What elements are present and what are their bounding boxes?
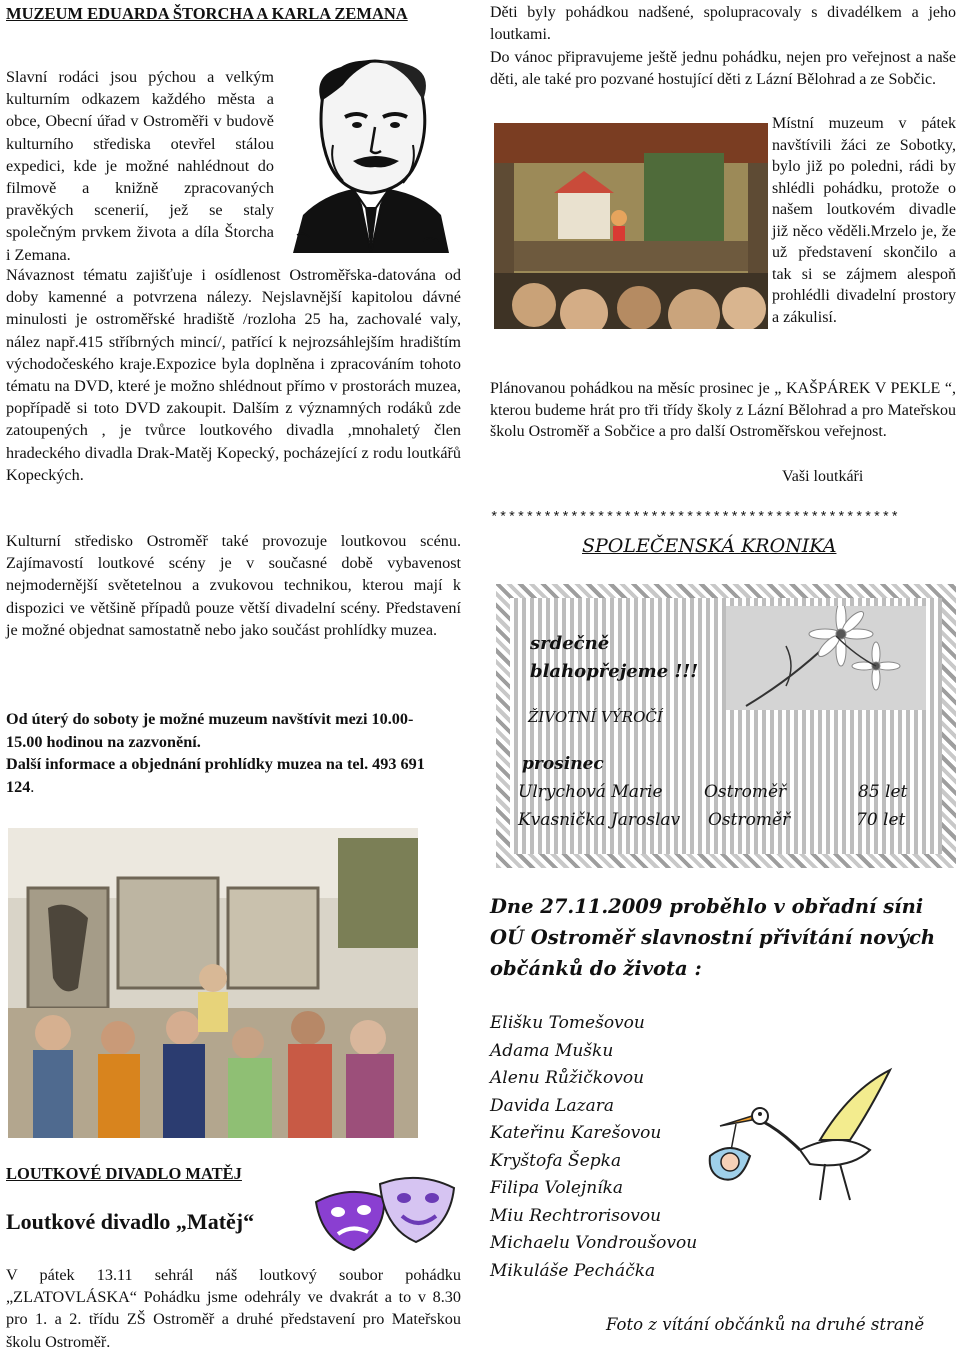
baby-name: Alenu Růžičkovou: [490, 1068, 645, 1088]
baby-name: Elišku Tomešovou: [490, 1013, 645, 1033]
jubilee-place: Ostroměř: [708, 810, 791, 830]
more-info-text: Další informace a objednání prohlídky muzea na tel. 493 691 124: [6, 755, 425, 796]
puppeteers-signature: Vaši loutkáři: [782, 468, 864, 485]
baby-name: Adama Mušku: [490, 1040, 614, 1061]
jubilee-name: Kvasnička Jaroslav: [518, 810, 681, 830]
photo-float-spacer: [490, 113, 772, 359]
welcome-text: Dne 27.11.2009 proběhlo v obřadní síni OÚ Ostroměř slavnostní přivítání nových občánků do života :: [490, 895, 935, 980]
portrait-sketch: [283, 55, 453, 253]
museum-visitors-image: [8, 828, 418, 1138]
baby-name: Michaelu Vondroušovou: [490, 1233, 698, 1253]
baby-name: Mikuláše Pecháčka: [490, 1260, 656, 1281]
opening-hours: Od úterý do soboty je možné muzeum navštívit mezi 10.00-15.00 hodinou na zazvonění.: [6, 710, 414, 751]
baby-name: Filipa Volejníka: [490, 1178, 624, 1198]
stork-illustration: [700, 1060, 900, 1210]
jubilee-age: 85 let: [858, 782, 908, 802]
portrait-drawing: [283, 55, 453, 253]
museum-visitors-photo: [8, 828, 418, 1138]
congrats-line-1: srdečně: [530, 633, 610, 654]
baby-name: Kryštofa Šepka: [490, 1150, 622, 1171]
more-info-tail: .: [30, 777, 35, 796]
museum-visit-text: [490, 113, 956, 359]
puppet-heading: LOUTKOVÉ DIVADLO MATĚJ: [6, 1164, 242, 1183]
flower-illustration: [726, 606, 926, 710]
photo-note: Foto z vítání občánků na druhé straně: [606, 1315, 925, 1334]
congrats-text: [530, 630, 698, 686]
chronicle-title: SPOLEČENSKÁ KRONIKA: [582, 535, 837, 557]
masks-drawing: [310, 1168, 460, 1256]
puppet-text: V pátek 13.11 sehrál náš loutkový soubor pohádku „ZLATOVLÁSKA“ Pohádku jsme odehrály ve dvakrát a to v 8.30 pro 1. a 2. třídu ZŠ Ostroměř a druhé představení pro Mateřskou školu Ostroměř.: [6, 1266, 461, 1351]
opening-info: [6, 708, 446, 798]
museum-body-2: Kulturní středisko Ostroměř také provozuje loutkovou scénu. Zajímavostí loutkové scény je v současné době vybavenost nejmodernější světetelnou a zvukovou technikou, kterou mají k dispozici ve většině případů pouze větší divadelní scény. Představení je možné objednat samostatně nebo jako součást prohlídky muzea.: [6, 532, 461, 639]
jubilee-name: Ulrychová Marie: [518, 782, 663, 802]
jubilee-row: [518, 778, 918, 806]
museum-intro: Slavní rodáci jsou pýchou a velkým kulturním odkazem každého města a obce, Obecní úřad v Ostroměři v budově kulturního střediska otevřel stálou expedici, kde je možné nahlédnout do filmově a knižně zpracovaných pravěkých scenerií, jež se staly společným prvkem života a díla Štorcha i Zemana.: [6, 68, 274, 264]
baby-name: Miu Rechtrorisovou: [490, 1205, 662, 1226]
baby-name: Davida Lazara: [490, 1095, 615, 1116]
flower-drawing: [726, 606, 926, 710]
museum-visit-content: Místní muzeum v pátek navštívili žáci ze Sobotky, bylo již po poledni, rádi by shlédli pohádku, protože o našem loutkovém divadle již něco věděli.Mrzelo je, že už představení skončilo a tak si se zájmem alespoň prohlédli divadelní prostory a zákulisí.: [772, 115, 956, 326]
baby-name: Kateřinu Karešovou: [490, 1123, 662, 1143]
stars-divider: **********************************************: [490, 510, 900, 526]
jubilee-row: [518, 806, 918, 834]
congrats-line-2: blahopřejeme !!!: [530, 661, 699, 682]
puppet-continued-2: Do vánoc připravujeme ještě jednu pohádku, nejen pro veřejnost a naše děti, ale také pro pozvané hostující děti z Lázní Bělohrad a ze Sobčic.: [490, 49, 956, 88]
more-info: [6, 753, 446, 798]
jubilee-place: Ostroměř: [704, 782, 787, 802]
museum-title: [6, 2, 461, 26]
jubilee-list: [518, 778, 918, 834]
puppet-subheading: Loutkové divadlo „Matěj“: [6, 1209, 255, 1234]
anniversary-title: ŽIVOTNÍ VÝROČÍ: [528, 708, 663, 726]
month-label: prosinec: [522, 754, 604, 774]
puppet-continued-1: Děti byly pohádkou nadšené, spolupracovaly s divadélkem a jeho loutkami.: [490, 4, 956, 43]
stork-drawing: [700, 1060, 900, 1210]
jubilee-age: 70 let: [856, 810, 906, 830]
museum-body: Návaznost tématu zajišťuje i osídlenost Ostroměřska-datována od doby kamenné a potvrzena nálezy. Nejslavnější kapitolou dávné minulosti je ostroměřské hradiště /rozloha 25 ha, zachovalé valy, nález např.415 stříbrných mincí/, patřící k nejrozsáhlejším hradištím východočeského kraje.Expozice byla doplněna i zpracováním tohoto tématu na DVD, které je možno shlédnout přímo v prostorách muzea, popřípadě si toto DVD zakoupit. Dalším z významných rodáků zde zatoupených , je tvůrce loutkového divadla ,mnohaletý člen hradeckého divadla Drak-Matěj Kopecký, pocházející z rodu loutkářů Kopeckých.: [6, 266, 461, 484]
museum-title-text: MUZEUM EDUARDA ŠTORCHA A KARLA ZEMANA: [6, 4, 408, 23]
planned-show-text: Plánovanou pohádkou na měsíc prosinec je „ KAŠPÁREK V PEKLE “, kterou budeme hrát pro tři třídy školy z Lázní Bělohrad a pro Mateřskou školu Ostroměř a Sobčice a pro další Ostroměřskou veřejnost.: [490, 380, 956, 440]
theatre-masks-icon: [310, 1168, 460, 1256]
